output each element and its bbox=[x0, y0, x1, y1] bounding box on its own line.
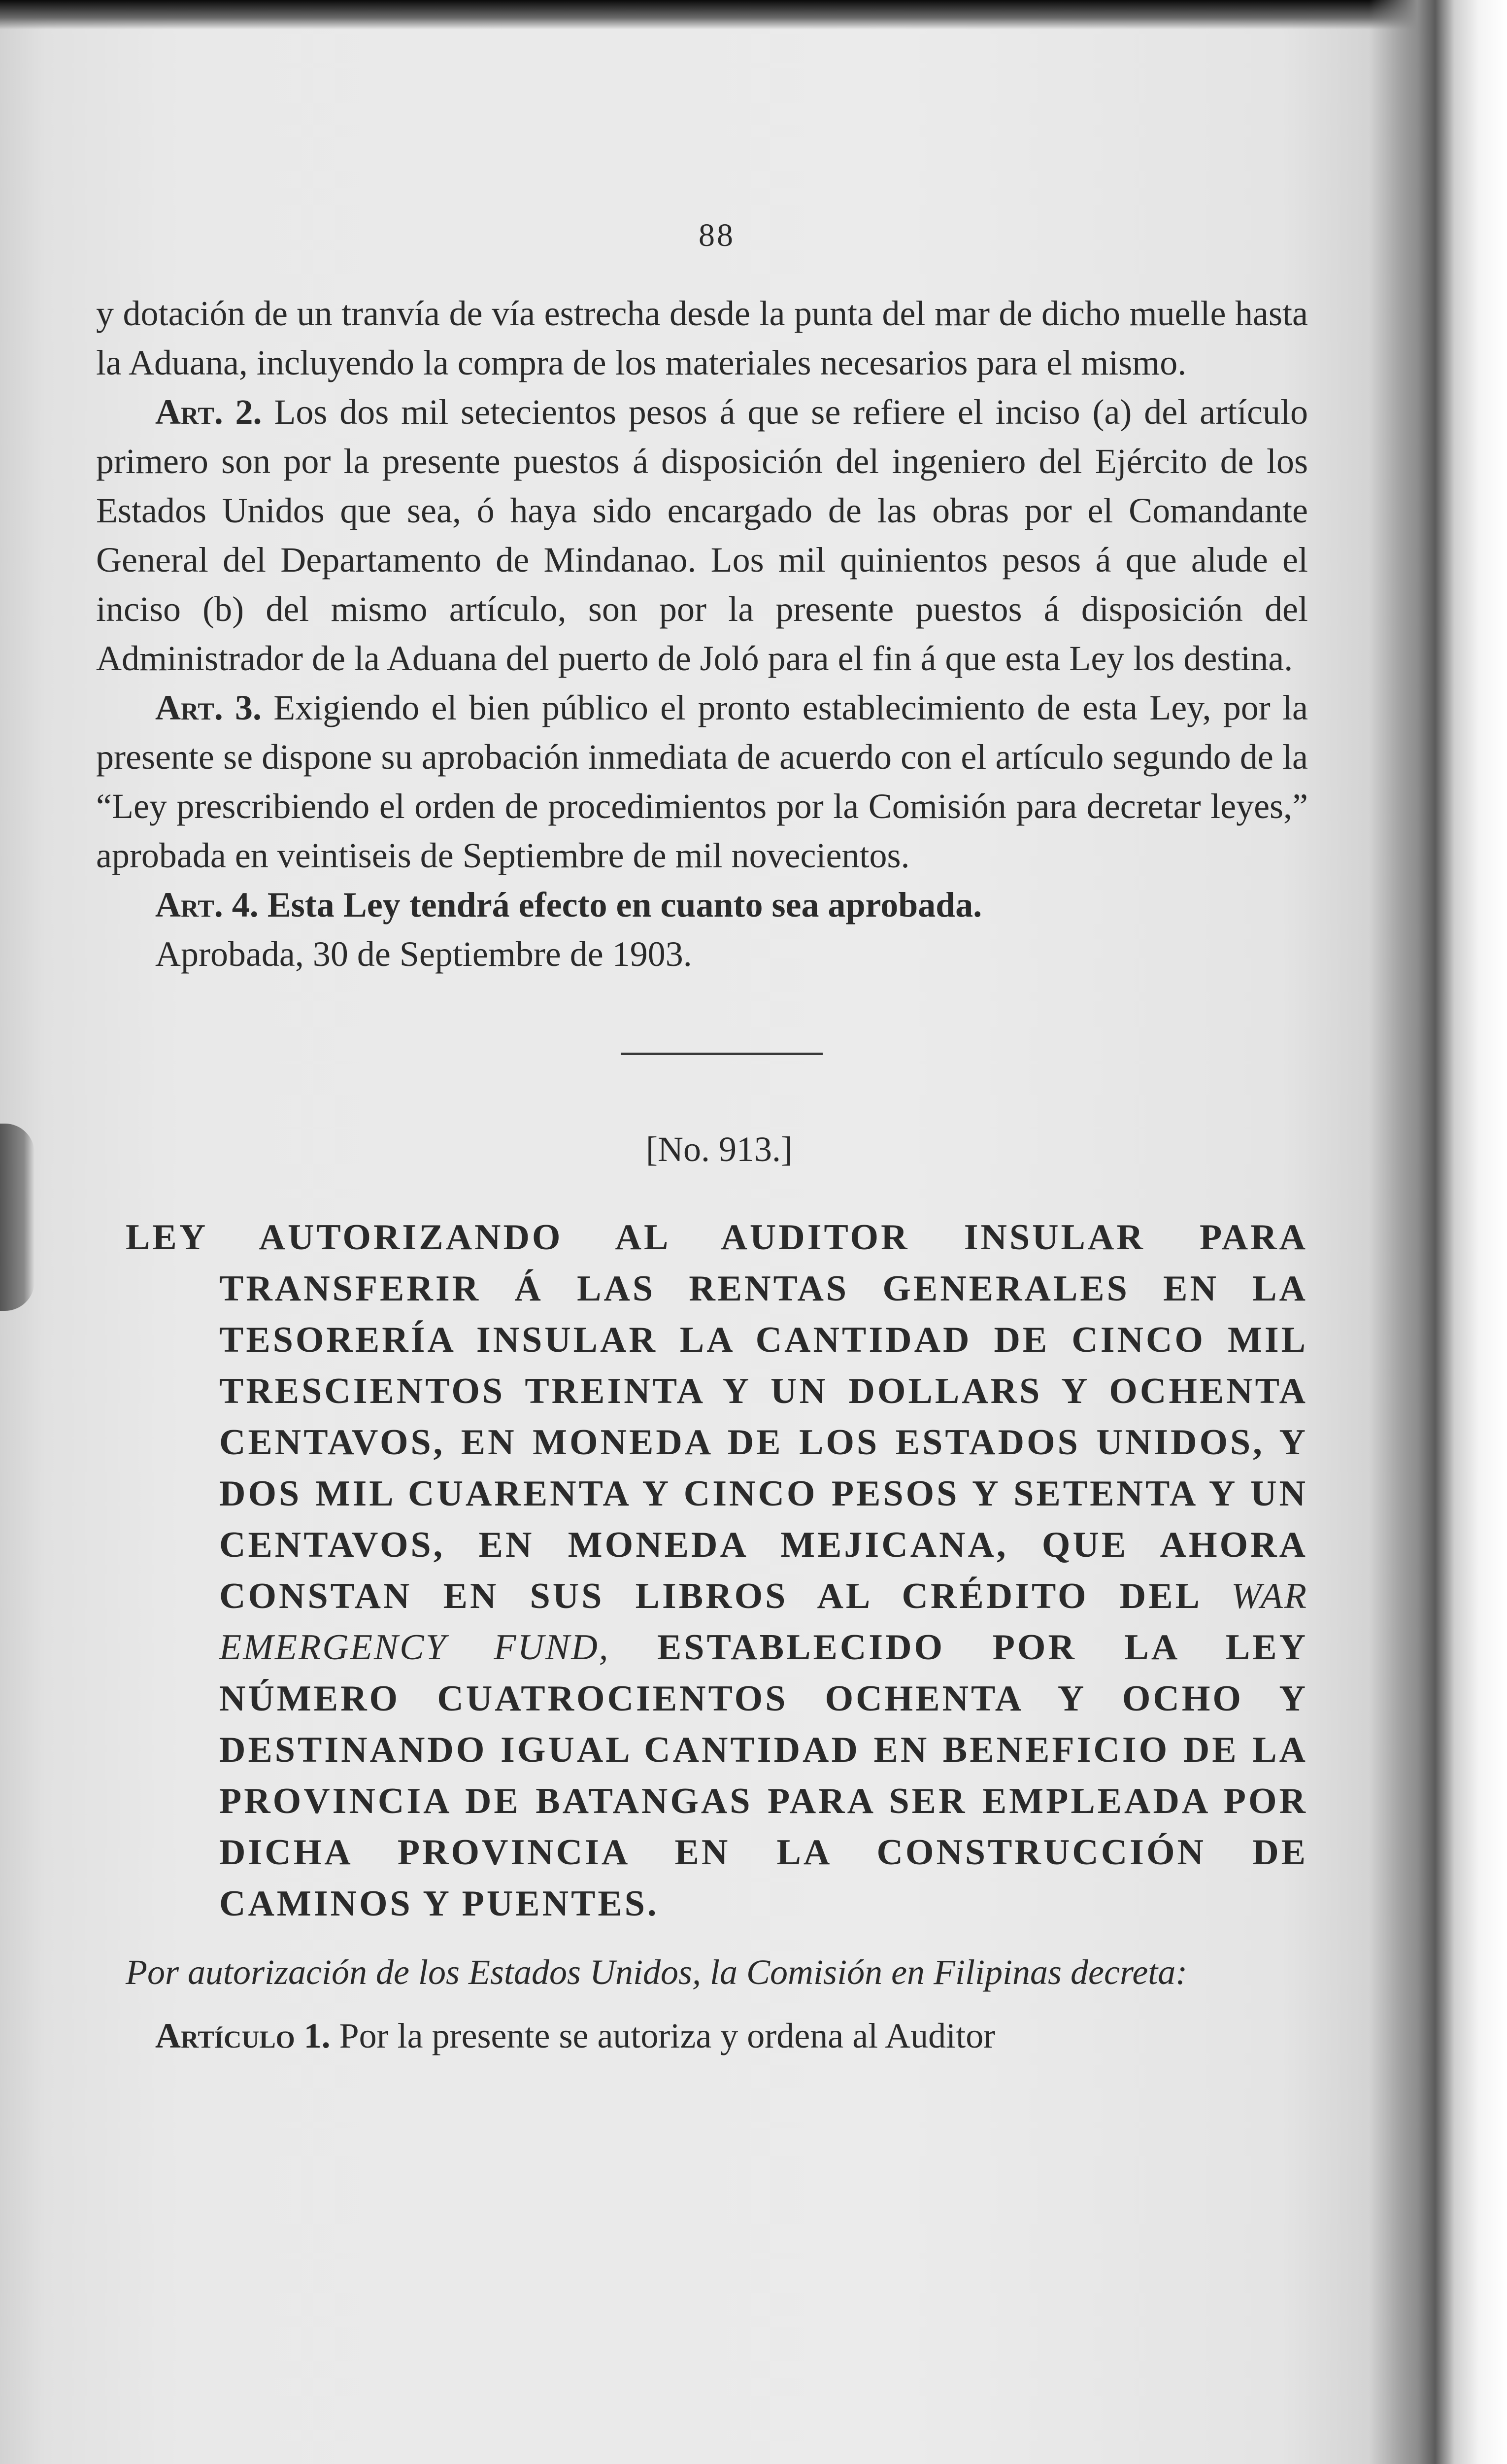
continuation-paragraph: y dotación de un tranvía de vía estrecha desde la punta del mar de dicho muelle hasta la Aduana, incluyendo la compra de los materiales necesarios para el mismo. bbox=[96, 294, 1308, 382]
article-label: Art. 4. bbox=[155, 885, 259, 924]
article-1 bbox=[96, 2011, 1308, 2060]
article-label: Artículo 1. bbox=[155, 2016, 331, 2055]
article-text: Los dos mil setecientos pesos á que se refiere el inciso (a) del artículo primero son por la presente puestos á disposición del ingeniero del Ejército de los Estados Unidos que sea, ó haya sido encargado de las obras por el Comandante General del Departamento de Mindanao. Los mil quinientos pesos á que alude el inciso (b) del mismo artículo, son por la presente puestos á disposición del Administrador de la Aduana del puerto de Joló para el fin á que esta Ley los destina. bbox=[96, 392, 1308, 678]
law-title bbox=[96, 1212, 1308, 1929]
page-content bbox=[96, 217, 1308, 2060]
article-4 bbox=[96, 880, 1308, 929]
article-text: Esta Ley tendrá efecto en cuanto sea aprobada. bbox=[267, 885, 982, 924]
left-binding-shadow bbox=[0, 1124, 34, 1311]
top-scan-shadow bbox=[0, 0, 1507, 30]
article-label: Art. 3. bbox=[155, 688, 262, 727]
enacting-clause: Por autorización de los Estados Unidos, la Comisión en Filipinas decreta: bbox=[126, 1952, 1188, 1992]
law-title-fund-name: WAR EMERGENCY FUND, bbox=[219, 1576, 1308, 1668]
approval-date: Aprobada, 30 de Septiembre de 1903. bbox=[155, 934, 692, 974]
page-number: 88 bbox=[699, 217, 735, 253]
article-text: Exigiendo el bien público el pronto establecimiento de esta Ley, por la presente se dispone su aprobación inmediata de acuerdo con el artículo segundo de la “Ley prescribiendo el orden de procedimientos por la Comisión para decretar leyes,” aprobada en veintiseis de Septiembre de mil novecientos. bbox=[96, 688, 1308, 875]
law-title-text-cont: ESTABLECIDO POR LA LEY NÚMERO CUATROCIENTOS OCHENTA Y OCHO Y DESTINANDO IGUAL CANTIDAD EN BENEFICIO DE LA PROVINCIA DE BATANGAS PARA SER EMPLEADA POR DICHA PROVINCIA EN LA CONSTRUCCIÓN DE CAMINOS Y PUENTES. bbox=[219, 1627, 1308, 1924]
section-divider bbox=[621, 1053, 823, 1055]
page-edge-shadow bbox=[1369, 0, 1507, 2464]
article-label: Art. 2. bbox=[155, 392, 262, 432]
law-title-text: LEY AUTORIZANDO AL AUDITOR INSULAR PARA TRANSFERIR Á LAS RENTAS GENERALES EN LA TESORERÍA INSULAR LA CANTIDAD DE CINCO MIL TRESCIENTOS TREINTA Y UN DOLLARS Y OCHENTA CENTAVOS, EN MONEDA DE LOS ESTADOS UNIDOS, Y DOS MIL CUARENTA Y CINCO PESOS Y SETENTA Y UN CENTAVOS, EN MONEDA MEJICANA, QUE AHORA CONSTAN EN SUS LIBROS AL CRÉDITO DEL bbox=[126, 1217, 1308, 1616]
law-number: [No. 913.] bbox=[646, 1129, 793, 1169]
article-text: Por la presente se autoriza y ordena al Auditor bbox=[339, 2016, 996, 2055]
article-2 bbox=[96, 387, 1308, 683]
article-3 bbox=[96, 683, 1308, 880]
